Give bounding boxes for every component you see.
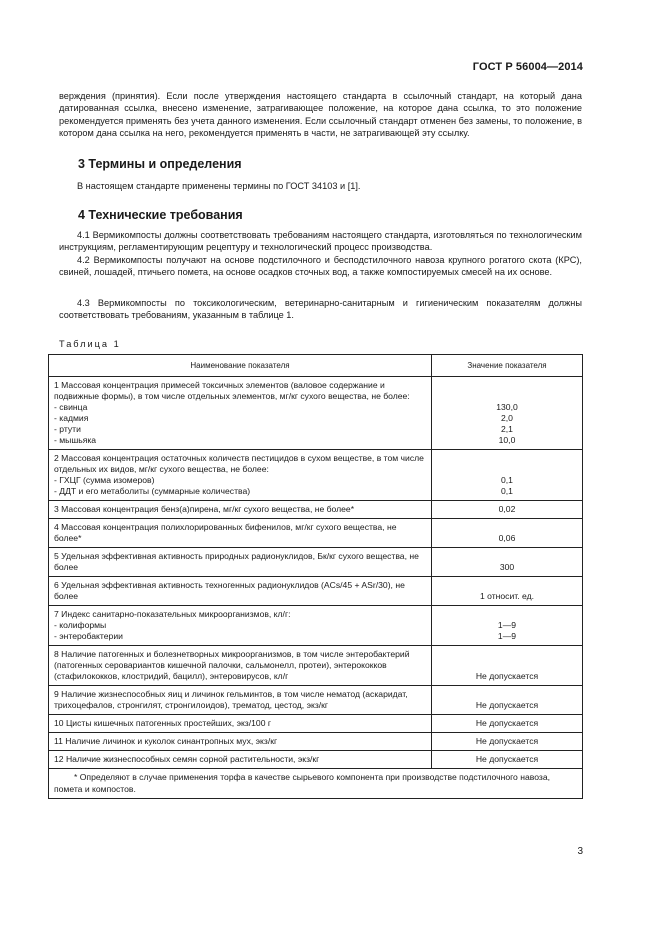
indicator-value	[432, 450, 583, 501]
table-footnote: * Определяют в случае применения торфа в качестве сырьевого компонента при производстве подстилочного навоза, помета и компостов.	[49, 769, 583, 799]
indicator-value-line: 1 относит. ед.	[479, 591, 535, 601]
indicator-value	[432, 606, 583, 646]
table-row	[49, 686, 583, 715]
page-number: 3	[577, 846, 583, 857]
indicator-value	[432, 577, 583, 606]
indicator-value-line: 10,0	[498, 435, 516, 445]
table-row	[49, 450, 583, 501]
indicator-name	[49, 751, 432, 769]
indicator-name-line: 3 Массовая концентрация бенз(а)пирена, мг/кг сухого вещества, не более*	[54, 504, 355, 514]
indicator-name-line: - кадмия	[54, 413, 89, 423]
indicator-value-line: 300	[499, 562, 515, 572]
requirements-table	[48, 354, 583, 799]
indicator-name-line: 7 Индекс санитарно-показательных микроорганизмов, кл/г:	[54, 609, 291, 619]
indicator-name-line: 9 Наличие жизнеспособных яиц и личинок гельминтов, в том числе нематод (аскаридат, трихоцефалов, стронгилят, стронгилоидов), трематод, цестод, экз/кг	[54, 689, 408, 710]
indicator-name	[49, 715, 432, 733]
column-header-name: Наименование показателя	[49, 355, 432, 377]
indicator-value-line: 0,1	[501, 486, 513, 496]
indicator-value	[432, 733, 583, 751]
indicator-value-line: Не допускается	[475, 700, 539, 710]
indicator-value-line: Не допускается	[475, 736, 539, 746]
table-row	[49, 646, 583, 686]
indicator-name-line: 2 Массовая концентрация остаточных количеств пестицидов в сухом веществе, в том числе отдельных их видов, мг/кг сухого вещества, не более:	[54, 453, 424, 474]
indicator-name-line: 6 Удельная эффективная активность техногенных радионуклидов (ACs/45 + ASr/30), не более	[54, 580, 405, 601]
document-code: ГОСТ Р 56004—2014	[472, 61, 583, 73]
indicator-name	[49, 686, 432, 715]
table-row	[49, 606, 583, 646]
table-row	[49, 377, 583, 450]
indicator-name-line: - свинца	[54, 402, 88, 412]
indicator-name-line: - ртути	[54, 424, 81, 434]
indicator-value-line: Не допускается	[475, 718, 539, 728]
indicator-name-line: 4 Массовая концентрация полихлорированных бифенилов, мг/кг сухого вещества, не более*	[54, 522, 397, 543]
indicator-value-line: Не допускается	[475, 754, 539, 764]
table-row	[49, 519, 583, 548]
indicator-value	[432, 751, 583, 769]
indicator-name-line: 1 Массовая концентрация примесей токсичных элементов (валовое содержание и подвижные формы), в том числе отдельных элементов, мг/кг сухого вещества, не более:	[54, 380, 410, 401]
indicator-name	[49, 501, 432, 519]
indicator-value	[432, 548, 583, 577]
indicator-value-line: Не допускается	[475, 671, 539, 681]
indicator-value-line: 130,0	[496, 402, 518, 412]
table-row	[49, 751, 583, 769]
indicator-name-line: - мышьяка	[54, 435, 97, 445]
indicator-name	[49, 548, 432, 577]
indicator-name-line: - ДДТ и его метаболиты (суммарные количества)	[54, 486, 251, 496]
table-row	[49, 577, 583, 606]
indicator-name	[49, 606, 432, 646]
table-row	[49, 501, 583, 519]
indicator-value	[432, 686, 583, 715]
indicator-value	[432, 519, 583, 548]
indicator-value-line: 1—9	[497, 620, 517, 630]
table-row	[49, 548, 583, 577]
indicator-name-line: 12 Наличие жизнеспособных семян сорной растительности, экз/кг	[54, 754, 320, 764]
indicator-name	[49, 377, 432, 450]
indicator-name-line: - ГХЦГ (сумма изомеров)	[54, 475, 155, 485]
section-4-title: 4 Технические требования	[78, 208, 243, 222]
indicator-value-line: 2,0	[501, 413, 513, 423]
indicator-value	[432, 501, 583, 519]
indicator-value	[432, 377, 583, 450]
indicator-name	[49, 450, 432, 501]
indicator-name	[49, 577, 432, 606]
table-caption: Таблица 1	[59, 339, 121, 349]
section-3-title: 3 Термины и определения	[78, 157, 242, 171]
indicator-name	[49, 733, 432, 751]
indicator-value	[432, 646, 583, 686]
indicator-name-line: - энтеробактерии	[54, 631, 123, 641]
section-3-text: В настоящем стандарте применены термины по ГОСТ 34103 и [1].	[77, 181, 361, 191]
indicator-value-line: 0,06	[498, 533, 516, 543]
table-row	[49, 733, 583, 751]
indicator-name-line: 10 Цисты кишечных патогенных простейших, экз/100 г	[54, 718, 272, 728]
indicator-name	[49, 519, 432, 548]
table-row	[49, 715, 583, 733]
indicator-name-line: 8 Наличие патогенных и болезнетворных микроорганизмов, в том числе энтеробактерий (патогенных серовариантов кишечной палочки, сальмонелл, протеи), энтерококков (стафилококков, клостридий, бацилл), энтеровирусов, кл/г	[54, 649, 410, 681]
section-4-paragraph-2: 4.2 Вермикомпосты получают на основе подстилочного и бесподстилочного навоза крупного рогатого скота (КРС), свиней, лошадей, птичьего помета, на основе осадков сточных вод, а также компостируемых смесей на их основе.	[59, 255, 582, 278]
intro-paragraph: верждения (принятия). Если после утверждения настоящего стандарта в ссылочный стандарт, на который дана датированная ссылка, внесено изменение, затрагивающее положение, на которое дана ссылка, то это положение рекомендуется применять без учета данного изменения. Если ссылочный стандарт отменен без замены, то положение, в котором дана ссылка на него, рекомендуется применять в части, не затрагивающей эту ссылку.	[59, 91, 582, 138]
indicator-name-line: 5 Удельная эффективная активность природных радионуклидов, Бк/кг сухого вещества, не более	[54, 551, 419, 572]
section-4-paragraph-3: 4.3 Вермикомпосты по токсикологическим, ветеринарно-санитарным и гигиеническим показателям должны соответствовать требованиям, указанным в таблице 1.	[59, 298, 582, 321]
table-footnote-row	[49, 769, 583, 799]
indicator-name	[49, 646, 432, 686]
indicator-value-line: 2,1	[501, 424, 513, 434]
indicator-value	[432, 715, 583, 733]
section-4-paragraph-1: 4.1 Вермикомпосты должны соответствовать требованиям настоящего стандарта, изготовляться по технологическим инструкциям, регламентирующим рецептуру и технологический процесс производства.	[59, 230, 582, 253]
indicator-value-line: 0,02	[498, 504, 516, 514]
indicator-name-line: 11 Наличие личинок и куколок синантропных мух, экз/кг	[54, 736, 278, 746]
column-header-value: Значение показателя	[432, 355, 583, 377]
indicator-value-line: 1—9	[497, 631, 517, 641]
indicator-name-line: - колиформы	[54, 620, 107, 630]
table-header-row	[49, 355, 583, 377]
indicator-value-line: 0,1	[501, 475, 513, 485]
